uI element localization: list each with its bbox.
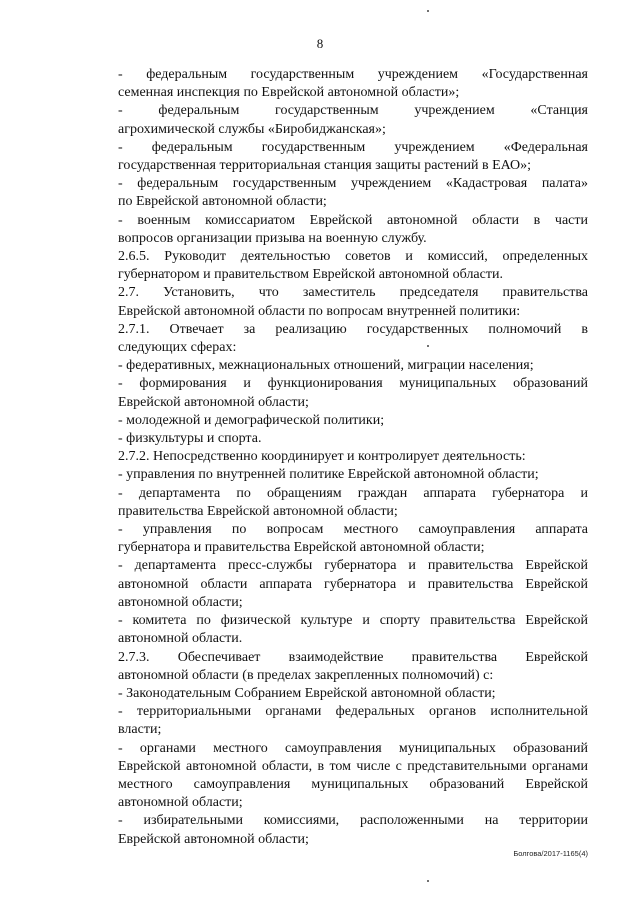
- paragraph: [88, 102, 588, 138]
- paragraph: [88, 248, 588, 284]
- paragraph-line: местного самоуправления муниципальных образований Еврейской: [118, 776, 588, 792]
- paragraph-line: - физкультуры и спорта.: [118, 431, 262, 447]
- paragraph-line: агрохимической службы «Биробиджанская»;: [118, 121, 386, 137]
- paragraph-line: - федеральным государственным учреждением «Станция: [118, 103, 588, 119]
- paragraph: [88, 521, 588, 557]
- paragraph-line: губернатором и правительством Еврейской автономной области.: [118, 267, 503, 283]
- paragraph-line: - военным комиссариатом Еврейской автономной области в части: [118, 212, 588, 228]
- paragraph-line: - федеральным государственным учреждением «Федеральная: [118, 139, 588, 155]
- paragraph: [88, 375, 588, 411]
- paragraph-line: - территориальными органами федеральных органов исполнительной: [118, 704, 588, 720]
- paragraph-line: автономной области (в пределах закрепленных полномочий) с:: [118, 667, 494, 683]
- document-code: Болгова/2017-1165(4): [513, 849, 588, 858]
- paragraph-line: - комитета по физической культуре и спорту правительства Еврейской: [118, 613, 588, 629]
- paragraph-line: - федеральным государственным учреждением «Государственная: [118, 67, 588, 82]
- paragraph: [88, 448, 588, 466]
- paragraph: [88, 557, 588, 612]
- paragraph-line: автономной области.: [118, 631, 243, 647]
- paragraph-line: - управления по вопросам местного самоуправления аппарата: [118, 522, 588, 538]
- paragraph-line: 2.7.1. Отвечает за реализацию государственных полномочий в: [118, 321, 588, 337]
- scan-speck: [427, 345, 429, 347]
- paragraph-line: Еврейской автономной области по вопросам внутренней политики:: [118, 303, 521, 319]
- paragraph-line: - департамента по обращениям граждан аппарата губернатора и: [118, 485, 588, 501]
- paragraph-line: правительства Еврейской автономной области;: [118, 503, 398, 519]
- paragraph-line: 2.7.3. Обеспечивает взаимодействие правительства Еврейской: [118, 649, 588, 665]
- paragraph: [88, 812, 588, 848]
- paragraph-line: - избирательными комиссиями, расположенными на территории: [118, 813, 588, 829]
- paragraph: [88, 66, 588, 102]
- paragraph: [88, 212, 588, 248]
- paragraph-line: - управления по внутренней политике Еврейской автономной области;: [118, 467, 539, 483]
- paragraph-line: 2.6.5. Руководит деятельностью советов и комиссий, определенных: [118, 249, 588, 265]
- paragraph: [88, 321, 588, 357]
- paragraph: [88, 612, 588, 648]
- paragraph-line: 2.7.2. Непосредственно координирует и контролирует деятельность:: [118, 449, 526, 465]
- paragraph: [88, 357, 588, 375]
- scan-speck: [427, 880, 429, 882]
- paragraph-line: вопросов организации призыва на военную службу.: [118, 230, 427, 246]
- paragraph: [88, 412, 588, 430]
- paragraph-line: Еврейской автономной области;: [118, 831, 309, 847]
- paragraph-line: - молодежной и демографической политики;: [118, 412, 385, 428]
- paragraph: [88, 685, 588, 703]
- paragraph-line: по Еврейской автономной области;: [118, 194, 327, 210]
- paragraph-line: автономной области;: [118, 594, 243, 610]
- page-number: 8: [316, 36, 324, 51]
- paragraph-line: губернатора и правительства Еврейской автономной области;: [118, 540, 485, 556]
- paragraph: [88, 430, 588, 448]
- paragraph: [88, 175, 588, 211]
- paragraph-line: Еврейской автономной области;: [118, 394, 309, 410]
- document-body: [88, 66, 588, 849]
- paragraph-line: следующих сферах:: [118, 340, 237, 356]
- paragraph-line: автономной области;: [118, 795, 243, 811]
- scan-speck: [427, 10, 429, 12]
- paragraph: [88, 649, 588, 685]
- paragraph-line: Еврейской автономной области, в том числе с представительными органами: [118, 758, 588, 774]
- paragraph: [88, 485, 588, 521]
- paragraph-line: - департамента пресс-службы губернатора и правительства Еврейской: [118, 558, 588, 574]
- paragraph-line: семенная инспекция по Еврейской автономной области»;: [118, 85, 460, 101]
- paragraph-line: государственная территориальная станция защиты растений в ЕАО»;: [118, 158, 532, 174]
- paragraph-line: - федеративных, межнациональных отношений, миграции населения;: [118, 358, 534, 374]
- paragraph: [88, 139, 588, 175]
- paragraph: [88, 703, 588, 739]
- paragraph: [88, 466, 588, 484]
- paragraph-line: - федеральным государственным учреждением «Кадастровая палата»: [118, 176, 588, 192]
- paragraph-line: 2.7. Установить, что заместитель председателя правительства: [118, 285, 588, 301]
- paragraph-line: - формирования и функционирования муниципальных образований: [118, 376, 588, 392]
- paragraph-line: - Законодательным Собранием Еврейской автономной области;: [118, 685, 496, 701]
- paragraph-line: автономной области аппарата губернатора и правительства Еврейской: [118, 576, 588, 592]
- paragraph-line: - органами местного самоуправления муниципальных образований: [118, 740, 588, 756]
- paragraph: [88, 284, 588, 320]
- paragraph: [88, 740, 588, 813]
- paragraph-line: власти;: [118, 722, 162, 738]
